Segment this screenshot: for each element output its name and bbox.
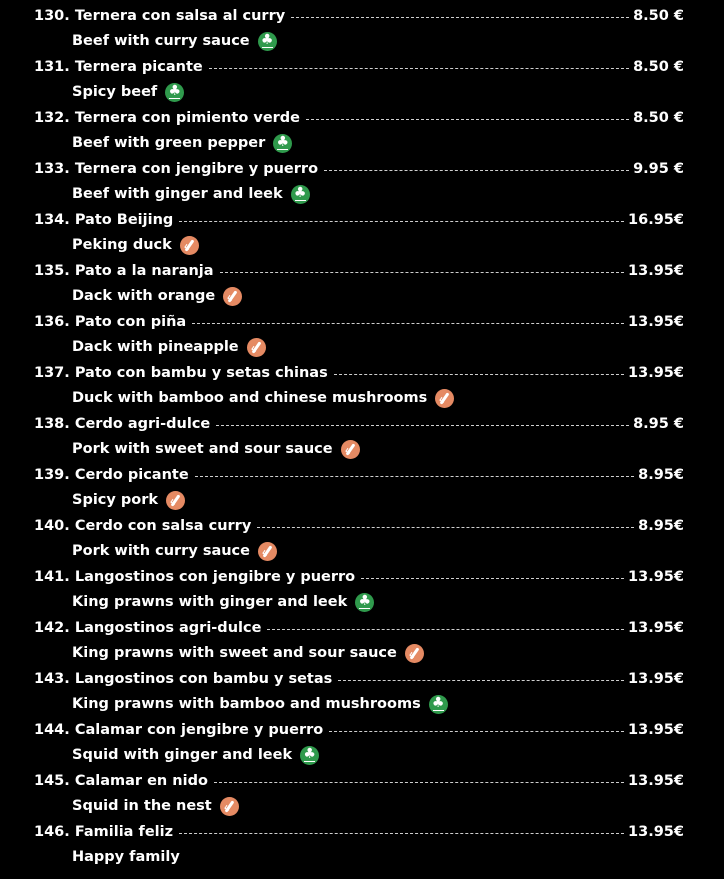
vegetable-icon <box>291 185 310 204</box>
dish-name-en: Spicy pork <box>72 492 159 508</box>
spanish-line <box>34 57 684 77</box>
dot-leader <box>216 425 629 426</box>
menu-item <box>0 255 724 306</box>
spanish-line <box>34 669 684 689</box>
dot-leader <box>179 221 624 222</box>
menu-item <box>0 816 724 867</box>
english-line <box>72 489 185 511</box>
price: 8.50 € <box>633 110 684 126</box>
spanish-line <box>34 210 684 230</box>
price: 16.95€ <box>628 212 684 228</box>
menu-item <box>0 561 724 612</box>
dish-name-en: Squid in the nest <box>72 798 212 814</box>
dot-leader <box>192 323 624 324</box>
vegetable-icon <box>258 32 277 51</box>
price: 13.95€ <box>628 314 684 330</box>
spanish-line <box>34 516 684 536</box>
dish-name-es: 136. Pato con piña <box>34 314 187 330</box>
dish-name-en: Beef with ginger and leek <box>72 186 283 202</box>
spicy-icon <box>166 491 185 510</box>
dot-leader <box>267 629 624 630</box>
vegetable-icon <box>300 746 319 765</box>
price: 13.95€ <box>628 671 684 687</box>
dot-leader <box>220 272 624 273</box>
menu-item <box>0 0 724 51</box>
english-line <box>72 744 319 766</box>
vegetable-icon <box>429 695 448 714</box>
price: 13.95€ <box>628 263 684 279</box>
price: 8.50 € <box>633 59 684 75</box>
spanish-line <box>34 567 684 587</box>
spicy-icon <box>258 542 277 561</box>
price: 8.95€ <box>638 467 684 483</box>
menu-item <box>0 765 724 816</box>
dish-name-en: King prawns with bamboo and mushrooms <box>72 696 421 712</box>
dish-name-en: Peking duck <box>72 237 172 253</box>
price: 13.95€ <box>628 365 684 381</box>
english-line <box>72 183 310 205</box>
spicy-icon <box>435 389 454 408</box>
menu-item <box>0 459 724 510</box>
english-line <box>72 234 199 256</box>
price: 13.95€ <box>628 620 684 636</box>
menu-item <box>0 612 724 663</box>
spicy-icon <box>180 236 199 255</box>
menu-item <box>0 663 724 714</box>
spicy-icon <box>247 338 266 357</box>
dish-name-en: Pork with sweet and sour sauce <box>72 441 333 457</box>
menu-item <box>0 153 724 204</box>
dot-leader <box>179 833 624 834</box>
english-line <box>72 795 239 817</box>
spanish-line <box>34 618 684 638</box>
english-line <box>72 846 180 868</box>
price: 8.95 € <box>633 416 684 432</box>
menu-item <box>0 510 724 561</box>
menu-item <box>0 102 724 153</box>
spicy-icon <box>220 797 239 816</box>
dish-name-es: 139. Cerdo picante <box>34 467 189 483</box>
spanish-line <box>34 771 684 791</box>
dot-leader <box>338 680 624 681</box>
spanish-line <box>34 159 684 179</box>
dish-name-en: Beef with curry sauce <box>72 33 250 49</box>
dish-name-es: 145. Calamar en nido <box>34 773 208 789</box>
dish-name-en: Duck with bamboo and chinese mushrooms <box>72 390 428 406</box>
english-line <box>72 387 454 409</box>
dot-leader <box>334 374 624 375</box>
english-line <box>72 285 242 307</box>
dish-name-es: 130. Ternera con salsa al curry <box>34 8 286 24</box>
dish-name-es: 144. Calamar con jengibre y puerro <box>34 722 324 738</box>
dot-leader <box>291 17 629 18</box>
dish-name-es: 140. Cerdo con salsa curry <box>34 518 252 534</box>
dish-name-en: King prawns with ginger and leek <box>72 594 348 610</box>
price: 13.95€ <box>628 569 684 585</box>
dish-name-es: 141. Langostinos con jengibre y puerro <box>34 569 356 585</box>
spanish-line <box>34 822 684 842</box>
spanish-line <box>34 363 684 383</box>
dish-name-en: Squid with ginger and leek <box>72 747 293 763</box>
spanish-line <box>34 414 684 434</box>
dish-name-en: Dack with orange <box>72 288 216 304</box>
spicy-icon <box>405 644 424 663</box>
menu-item <box>0 408 724 459</box>
english-line <box>72 81 184 103</box>
dish-name-en: Beef with green pepper <box>72 135 266 151</box>
dish-name-es: 135. Pato a la naranja <box>34 263 214 279</box>
dot-leader <box>214 782 624 783</box>
price: 13.95€ <box>628 824 684 840</box>
menu-item <box>0 51 724 102</box>
vegetable-icon <box>165 83 184 102</box>
price: 9.95 € <box>633 161 684 177</box>
price: 13.95€ <box>628 773 684 789</box>
vegetable-icon <box>273 134 292 153</box>
dish-name-en: Dack with pineapple <box>72 339 239 355</box>
dish-name-en: Happy family <box>72 849 180 865</box>
dot-leader <box>306 119 629 120</box>
vegetable-icon <box>355 593 374 612</box>
dish-name-en: King prawns with sweet and sour sauce <box>72 645 397 661</box>
spanish-line <box>34 720 684 740</box>
dot-leader <box>324 170 629 171</box>
spanish-line <box>34 261 684 281</box>
dish-name-es: 137. Pato con bambu y setas chinas <box>34 365 328 381</box>
spanish-line <box>34 6 684 26</box>
dish-name-es: 146. Familia feliz <box>34 824 174 840</box>
english-line <box>72 540 277 562</box>
dot-leader <box>195 476 634 477</box>
english-line <box>72 132 292 154</box>
dot-leader <box>329 731 624 732</box>
english-line <box>72 693 448 715</box>
spanish-line <box>34 312 684 332</box>
price: 8.50 € <box>633 8 684 24</box>
spicy-icon <box>341 440 360 459</box>
menu-item <box>0 306 724 357</box>
english-line <box>72 591 374 613</box>
price: 13.95€ <box>628 722 684 738</box>
dish-name-es: 142. Langostinos agri-dulce <box>34 620 262 636</box>
english-line <box>72 30 277 52</box>
english-line <box>72 336 266 358</box>
spicy-icon <box>223 287 242 306</box>
dish-name-es: 138. Cerdo agri-dulce <box>34 416 211 432</box>
dish-name-es: 143. Langostinos con bambu y setas <box>34 671 333 687</box>
english-line <box>72 438 360 460</box>
menu-item <box>0 357 724 408</box>
dish-name-en: Pork with curry sauce <box>72 543 250 559</box>
dish-name-es: 133. Ternera con jengibre y puerro <box>34 161 319 177</box>
dot-leader <box>361 578 624 579</box>
dish-name-en: Spicy beef <box>72 84 158 100</box>
dish-name-es: 132. Ternera con pimiento verde <box>34 110 301 126</box>
menu-item <box>0 714 724 765</box>
dot-leader <box>257 527 634 528</box>
dish-name-es: 134. Pato Beijing <box>34 212 174 228</box>
spanish-line <box>34 108 684 128</box>
spanish-line <box>34 465 684 485</box>
menu-item <box>0 204 724 255</box>
price: 8.95€ <box>638 518 684 534</box>
dot-leader <box>209 68 629 69</box>
english-line <box>72 642 424 664</box>
dish-name-es: 131. Ternera picante <box>34 59 203 75</box>
